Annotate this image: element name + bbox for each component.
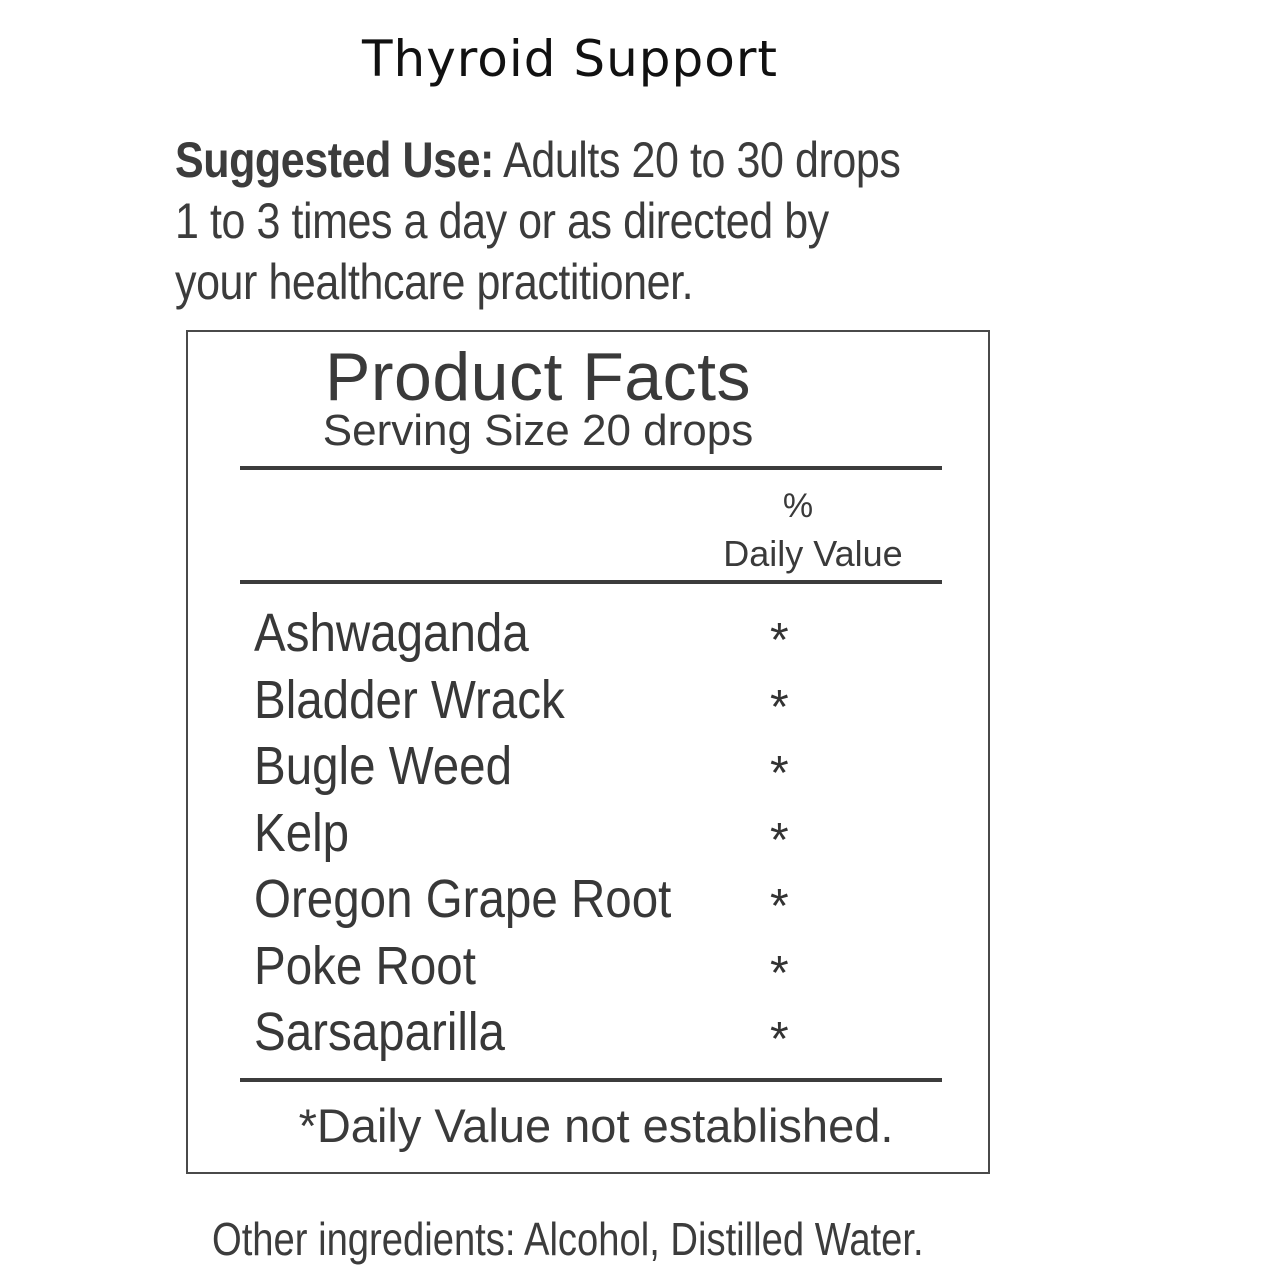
suggested-use-label: Suggested Use:	[175, 132, 494, 188]
ingredient-daily-value: *	[770, 747, 789, 800]
ingredient-daily-value: *	[770, 813, 789, 867]
ingredient-name: Sarsaparilla	[254, 1002, 505, 1062]
serving-size: Serving Size 20 drops	[322, 406, 754, 455]
list-item	[254, 733, 954, 800]
product-facts-panel	[186, 330, 990, 1174]
daily-value-percent-symbol: %	[782, 487, 814, 525]
ingredient-name: Ashwaganda	[254, 603, 529, 663]
product-facts-heading: Product Facts	[325, 339, 751, 415]
ingredient-name: Poke Root	[254, 935, 476, 996]
ingredient-daily-value: *	[770, 946, 789, 1000]
list-item	[254, 600, 954, 667]
ingredient-name: Kelp	[254, 802, 350, 863]
ingredient-daily-value: *	[770, 680, 789, 734]
ingredient-daily-value: *	[770, 1013, 789, 1066]
divider-middle	[240, 580, 942, 584]
suggested-use	[175, 130, 901, 313]
list-item	[254, 933, 954, 1000]
ingredient-name: Oregon Grape Root	[254, 869, 672, 929]
product-title: Thyroid Support	[361, 30, 779, 88]
daily-value-footnote: *Daily Value not established.	[298, 1099, 894, 1152]
list-item	[254, 999, 954, 1066]
suggested-use-line-1-text: Adults 20 to 30 drops	[493, 132, 901, 188]
ingredient-name: Bladder Wrack	[254, 669, 565, 730]
ingredient-name: Bugle Weed	[254, 736, 513, 796]
other-ingredients: Other ingredients: Alcohol, Distilled Water.	[212, 1213, 924, 1265]
divider-bottom	[240, 1078, 942, 1082]
list-item	[254, 800, 954, 867]
ingredient-list	[254, 600, 954, 1066]
divider-top	[240, 466, 942, 470]
list-item	[254, 667, 954, 734]
ingredient-daily-value: *	[770, 880, 789, 933]
suggested-use-line-1	[175, 130, 901, 191]
ingredient-daily-value: *	[770, 614, 789, 667]
daily-value-label: Daily Value	[723, 533, 903, 574]
daily-value-header	[698, 482, 928, 578]
suggested-use-line-2: 1 to 3 times a day or as directed by	[175, 193, 829, 249]
suggested-use-line-3: your healthcare practitioner.	[175, 254, 694, 310]
list-item	[254, 866, 954, 933]
